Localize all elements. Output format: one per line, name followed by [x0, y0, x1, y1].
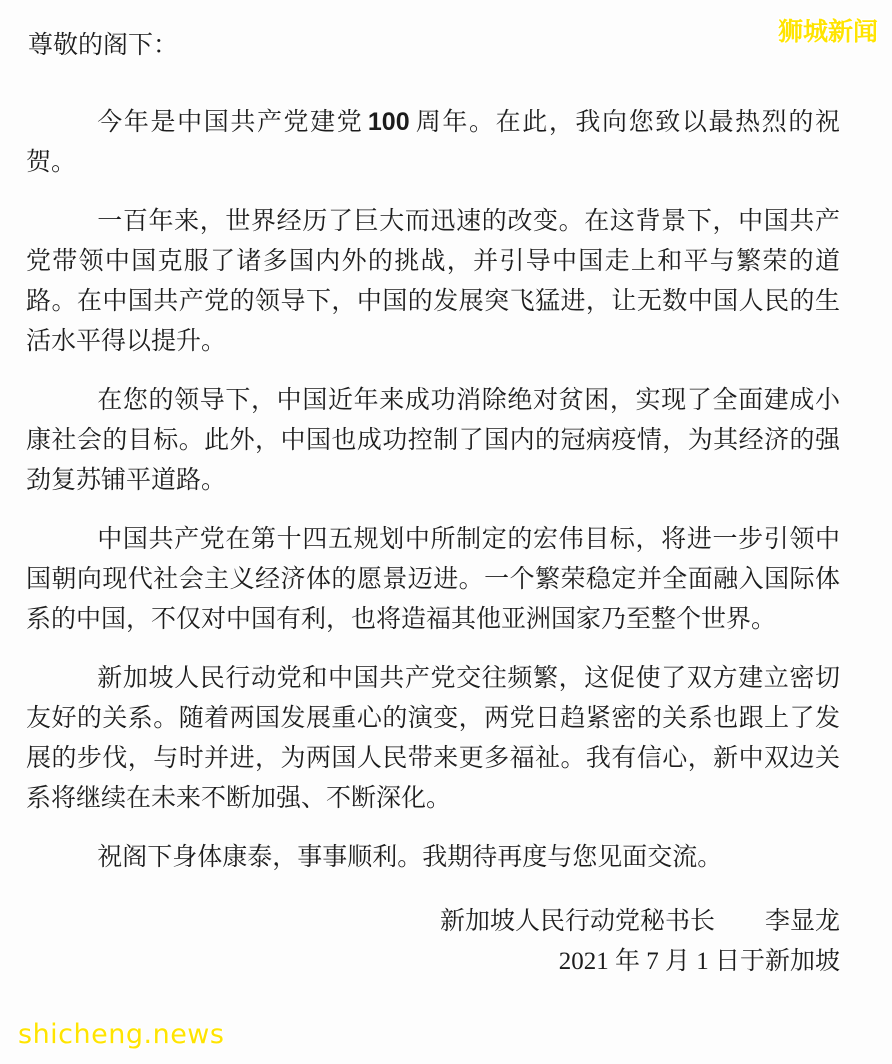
paragraph-1-seg-b: 周年。在此，我向您致以最热烈的祝贺。	[26, 109, 840, 176]
paragraph-1-seg-a: 今年是中国共产党建党	[97, 109, 364, 136]
spacer	[26, 362, 866, 381]
spacer	[26, 501, 866, 520]
spacer	[26, 183, 866, 202]
anniversary-number: 100	[367, 108, 410, 136]
watermark-bottom-left: shicheng.news	[18, 1019, 225, 1050]
spacer	[26, 819, 866, 838]
paragraph-3: 在您的领导下，中国近年来成功消除绝对贫困，实现了全面建成小康社会的目标。此外，中国也成功控制了国内的冠病疫情，为其经济的强劲复苏铺平道路。	[26, 387, 840, 494]
paragraph-1	[26, 102, 866, 183]
paragraph-4: 中国共产党在第十四五规划中所制定的宏伟目标，将进一步引领中国朝向现代社会主义经济体的愿景迈进。一个繁荣稳定并全面融入国际体系的中国，不仅对中国有利，也将造福其他亚洲国家乃至整个世界。	[26, 526, 840, 633]
paragraph-6-closing: 祝阁下身体康泰，事事顺利。我期待再度与您见面交流。	[97, 844, 723, 871]
spacer	[26, 66, 866, 102]
signature-date: 2021 年 7 月 1 日于新加坡	[558, 948, 840, 975]
signature-title-and-name: 新加坡人民行动党秘书长 李显龙	[439, 908, 840, 935]
paragraph-5: 新加坡人民行动党和中国共产党交往频繁，这促使了双方建立密切友好的关系。随着两国发展重心的演变，两党日趋紧密的关系也跟上了发展的步伐，与时并进，为两国人民带来更多福祉。我有信心，新中双边关系将继续在未来不断加强、不断深化。	[26, 665, 840, 812]
paragraph-2: 一百年来，世界经历了巨大而迅速的改变。在这背景下，中国共产党带领中国克服了诸多国内外的挑战，并引导中国走上和平与繁荣的道路。在中国共产党的领导下，中国的发展突飞猛进，让无数中国人民的生活水平得以提升。	[26, 208, 840, 355]
salutation: 尊敬的阁下：	[28, 32, 179, 59]
spacer	[26, 640, 866, 659]
signature-block	[26, 902, 866, 982]
watermark-top-right: 狮城新闻	[777, 17, 878, 46]
